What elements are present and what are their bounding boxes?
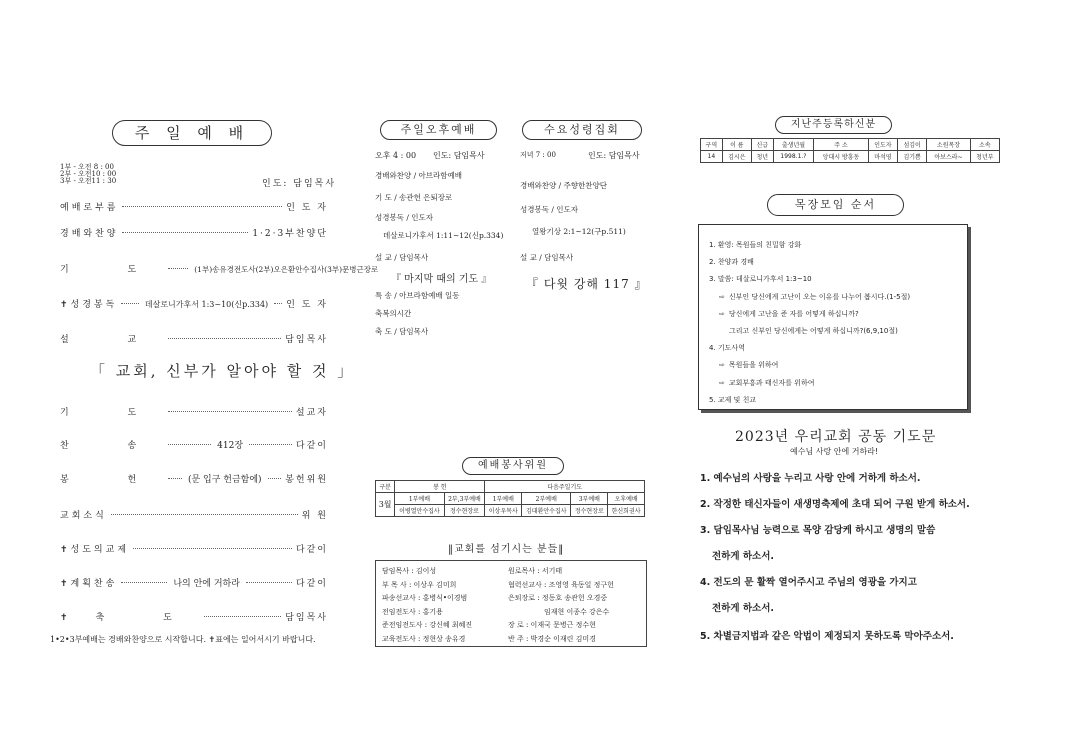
newcomers-title: 지난주등록하신분 xyxy=(775,116,892,134)
arrow-right-icon: ⇨ xyxy=(719,361,725,370)
prayer-title: 2023년 우리교회 공동 기도문 xyxy=(735,429,937,445)
sermon-title: 「 교회, 신부가 알아야 할 것 」 xyxy=(90,362,356,380)
service-leader: 인도: 담임목사 xyxy=(262,179,337,189)
arrow-right-icon: ⇨ xyxy=(719,378,725,387)
order-row: 찬 송 412장 다같이 xyxy=(60,441,328,451)
arrow-right-icon: ⇨ xyxy=(719,309,725,318)
order-row: ✝축 도 담임목사 xyxy=(60,613,328,623)
wednesday-leader: 인도: 담임목사 xyxy=(588,151,640,160)
arrow-right-icon: ⇨ xyxy=(719,292,725,301)
sunday-service-title: 주 일 예 배 xyxy=(112,120,272,146)
order-row: 설 교 담임목사 xyxy=(60,335,328,345)
order-row: 기 도 (1부)송유경전도사(2부)오은환안수집사(3부)문병근장로 xyxy=(60,265,379,275)
service-schedule: 1부 - 오전 8 : 00 2부 - 오전10 : 00 3부 - 오전11 : 30 xyxy=(60,163,117,185)
servants-box: 담임목사 : 김이성 부 목 사 : 이상우 김미희 파송선교사 : 홍병식•이경범 전임전도사 : 홍기용 준전임전도사 : 강신혜 최혜진 교육전도사 : 정현상 송유경 원로목사 : 서기태 협력선교사 : 조영영 육동일 정구헌 은퇴장로 : 정동호 송관헌 오경중 임재현 이종수 강은수 장 로 : 이재국 문병근 정수현 반 주 : 박경순 이재린 김미경 xyxy=(375,560,647,647)
afternoon-time: 오후 4 : 00 xyxy=(375,151,417,160)
service-team-title: 예배봉사위원 xyxy=(462,457,564,475)
prayer-subtitle: 예수님 사랑 안에 거하라! xyxy=(790,447,879,456)
order-row: 예배로부름 인 도 자 xyxy=(60,203,328,213)
mokjang-box: 1. 환영: 목원들의 친밀함 강화 2. 찬양과 경배 3. 말씀: 데살로니가후서 1:3~10 ⇨ 신부인 당신에게 고난이 오는 이유를 나누어 봅시다.(1-5절) ⇨ 당신에게 고난을 준 자를 어떻게 하십니까? 그리고 신부인 당신에게는 어떻게 하십니까?(6,9,10절) 4. 기도사역 ⇨ 목원들을 위하여 ⇨ 교회부흥과 태신자를 위하여 5. 교제 및 친교 xyxy=(698,224,968,410)
afternoon-leader: 인도: 담임목사 xyxy=(433,151,485,160)
wednesday-service-title: 수요성령집회 xyxy=(522,120,642,140)
order-row: ✝성경봉독 데살로니가후서 1:3~10(신p.334) 인 도 자 xyxy=(60,300,328,310)
service-team-table: 구분 봉 헌 다음주일기도 3월 1부예배 2부,3부예배 1부예배 2부예배 3부예배 오후예배 이병열안수집사 정수현장로 이상우목사 김대환안수집사 정수현장로 한신희권사 xyxy=(375,480,645,517)
order-row: ✝성도의교제 다같이 xyxy=(60,545,328,555)
afternoon-service-title: 주일오후예배 xyxy=(380,120,497,140)
wednesday-time: 저녁 7 : 00 xyxy=(520,151,556,159)
order-row: 기 도 설교자 xyxy=(60,408,328,418)
order-row: ✝계획찬송 나의 안에 거하라 다같이 xyxy=(60,579,329,589)
footnote: 1•2•3부예배는 경배와찬양으로 시작합니다. ✝표에는 일어서시기 바랍니다. xyxy=(50,635,316,644)
newcomers-table: 구역 이 름 신급 출생년월 주 소 인도자 섬김이 소원목장 소속 14 김시은 청년 1998.1.? 앙대시 방흥동 마석영 김기쁨 아보스라~ 청년부 xyxy=(700,138,1000,163)
order-row: 교회소식 위 원 xyxy=(60,511,328,521)
order-row: 봉 헌 (문 입구 헌금함에) 봉헌위원 xyxy=(60,475,329,485)
servants-title: ‖교회를 섬기시는 분들‖ xyxy=(448,544,565,555)
mokjang-title: 목장모임 순서 xyxy=(767,194,904,216)
wednesday-sermon: 『 다윗 강해 117 』 xyxy=(526,277,648,291)
order-row: 경배와찬양 1·2·3부찬양단 xyxy=(60,229,328,239)
